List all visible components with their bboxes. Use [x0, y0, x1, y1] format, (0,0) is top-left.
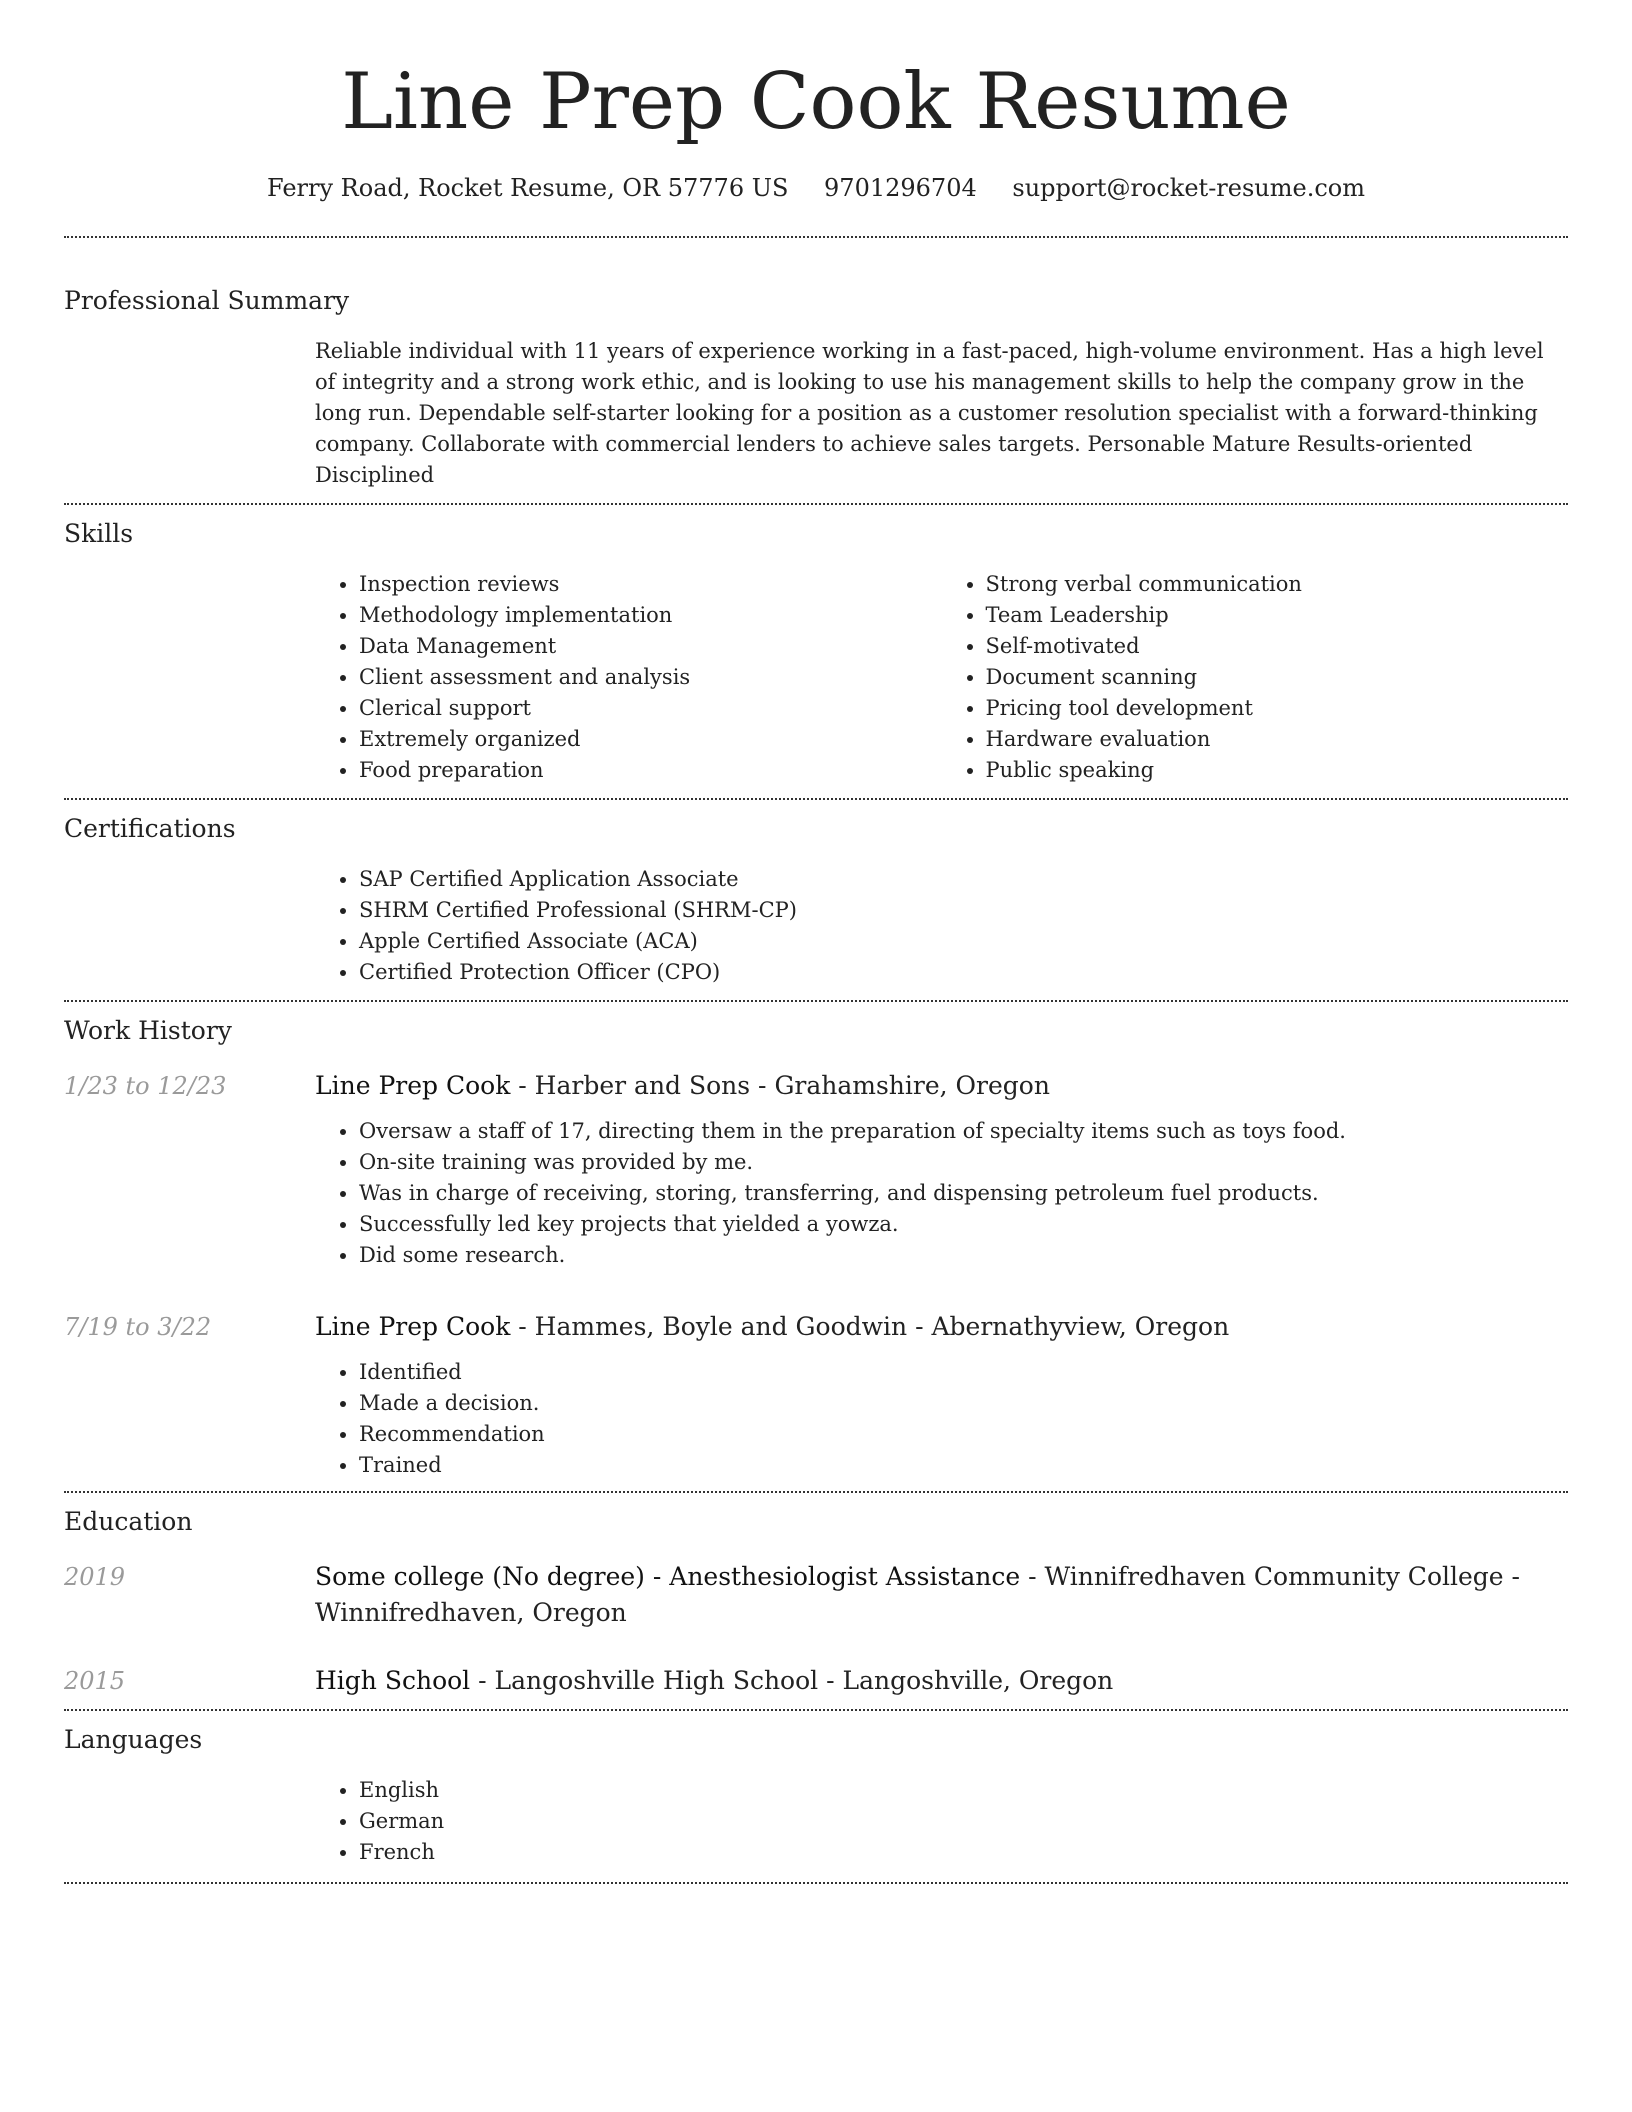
contact-line — [64, 172, 1568, 204]
job-duties-list — [315, 1357, 1568, 1481]
language-item: • English — [359, 1775, 1568, 1806]
education-section — [64, 1493, 1568, 1709]
section-divider — [64, 1882, 1568, 1884]
skills-section — [64, 505, 1568, 798]
resume-title: Line Prep Cook Resume — [341, 57, 1291, 147]
certifications-heading: Certifications — [64, 814, 236, 843]
education-entry — [64, 1559, 1568, 1631]
language-item: • German — [359, 1806, 1568, 1837]
job-duty-item: • Did some research. — [359, 1240, 1568, 1271]
skill-item: • Pricing tool development — [986, 693, 1569, 724]
education-degree: Some college (No degree) - Anesthesiologist Assistance — [315, 1562, 1021, 1591]
skills-list-left — [315, 569, 942, 786]
job-duty-item: • Made a decision. — [359, 1388, 1568, 1419]
skill-item: • Self-motivated — [986, 631, 1569, 662]
job-title-line — [315, 1068, 1568, 1104]
education-title-line — [315, 1559, 1568, 1631]
job-duty-item: • Oversaw a staff of 17, directing them in the preparation of specialty items such as toys food. — [359, 1116, 1568, 1147]
certification-item: • Certified Protection Officer (CPO) — [359, 957, 1568, 988]
language-item: • French — [359, 1837, 1568, 1868]
summary-section — [64, 238, 1568, 503]
skill-item: • Data Management — [359, 631, 942, 662]
job-duty-item: • On-site training was provided by me. — [359, 1147, 1568, 1178]
certification-item: • SHRM Certified Professional (SHRM-CP) — [359, 895, 1568, 926]
skills-list-right — [942, 569, 1569, 786]
education-entry — [64, 1663, 1568, 1699]
skill-item: • Client assessment and analysis — [359, 662, 942, 693]
certification-item: • Apple Certified Associate (ACA) — [359, 926, 1568, 957]
job-role: Line Prep Cook — [315, 1312, 511, 1341]
job-employer-location: - Hammes, Boyle and Goodwin - Abernathyview, Oregon — [510, 1312, 1230, 1341]
skill-item: • Methodology implementation — [359, 600, 942, 631]
skill-item: • Document scanning — [986, 662, 1569, 693]
job-date: 1/23 to 12/23 — [64, 1072, 227, 1100]
education-title-line — [315, 1663, 1568, 1699]
job-role: Line Prep Cook — [315, 1071, 511, 1100]
certification-item: • SAP Certified Application Associate — [359, 864, 1568, 895]
skill-item: • Hardware evaluation — [986, 724, 1569, 755]
skill-item: • Inspection reviews — [359, 569, 942, 600]
education-school-location: - Langoshville High School - Langoshville, Oregon — [470, 1666, 1114, 1695]
job-duty-item: • Successfully led key projects that yielded a yowza. — [359, 1209, 1568, 1240]
job-date: 7/19 to 3/22 — [64, 1313, 212, 1341]
job-duty-item: • Trained — [359, 1450, 1568, 1481]
languages-section — [64, 1711, 1568, 1882]
summary-text: Reliable individual with 11 years of experience working in a fast-paced, high-volume environment. Has a high level of integrity and a strong work ethic, and is looking to use his management skills to help the company grow in the long run. Dependable self-starter looking for a position as a customer resolution specialist with a forward-thinking company. Collaborate with commercial lenders to achieve sales targets. Personable Mature Results-oriented Disciplined — [315, 339, 1544, 487]
contact-email: support@rocket-resume.com — [1012, 174, 1365, 202]
work-history-section — [64, 1002, 1568, 1491]
summary-heading: Professional Summary — [64, 286, 350, 315]
job-entry — [64, 1068, 1568, 1271]
skill-item: • Strong verbal communication — [986, 569, 1569, 600]
skill-item: • Food preparation — [359, 755, 942, 786]
job-entry — [64, 1309, 1568, 1481]
languages-heading: Languages — [64, 1725, 203, 1754]
skill-item: • Public speaking — [986, 755, 1569, 786]
skills-heading: Skills — [64, 519, 134, 548]
job-duty-item: • Recommendation — [359, 1419, 1568, 1450]
education-degree: High School — [315, 1666, 471, 1695]
job-title-line — [315, 1309, 1568, 1345]
resume-header — [64, 0, 1568, 204]
education-school-location: - Winnifredhaven Community College - Winnifredhaven, Oregon — [315, 1562, 1520, 1627]
languages-list — [315, 1775, 1568, 1868]
certifications-section — [64, 800, 1568, 1000]
resume-page — [64, 0, 1568, 1884]
contact-address: Ferry Road, Rocket Resume, OR 57776 US — [267, 174, 789, 202]
job-duty-item: • Was in charge of receiving, storing, transferring, and dispensing petroleum fuel products. — [359, 1178, 1568, 1209]
skill-item: • Extremely organized — [359, 724, 942, 755]
education-year: 2015 — [64, 1667, 126, 1695]
skill-item: • Team Leadership — [986, 600, 1569, 631]
education-heading: Education — [64, 1507, 193, 1536]
education-year: 2019 — [64, 1563, 126, 1591]
job-duty-item: • Identified — [359, 1357, 1568, 1388]
work-history-heading: Work History — [64, 1016, 232, 1045]
contact-phone: 9701296704 — [824, 174, 977, 202]
skill-item: • Clerical support — [359, 693, 942, 724]
job-duties-list — [315, 1116, 1568, 1271]
job-employer-location: - Harber and Sons - Grahamshire, Oregon — [510, 1071, 1050, 1100]
certifications-list — [315, 864, 1568, 988]
